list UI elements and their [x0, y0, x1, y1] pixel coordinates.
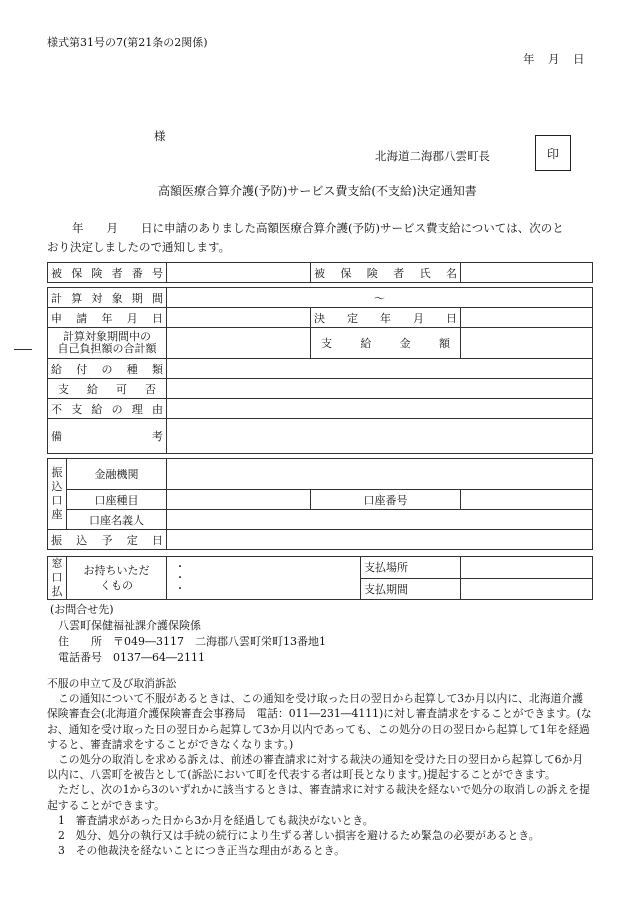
transfer-date-value[interactable] [167, 530, 593, 550]
approval-label: 支給可否 [48, 379, 167, 399]
transfer-date-label: 振込予定日 [48, 530, 167, 550]
bank-label: 金融機関 [67, 459, 167, 490]
remarks-label: 備 考 [48, 419, 167, 454]
objection-section [47, 676, 592, 858]
account-no-label: 口座番号 [311, 490, 461, 510]
calc-period-label: 計算対象期間 [48, 288, 167, 308]
intro-line-2: おり決定しましたので通知します。 [47, 240, 231, 254]
account-type-label: 口座種目 [67, 490, 167, 510]
objection-item: 1 審査請求があった日から3か月を経過しても裁決がないとき。 [58, 813, 374, 827]
pay-period-label: 支払期間 [361, 578, 461, 600]
row-gap [48, 550, 593, 557]
items-to-bring-value[interactable]: ・ ・ ・ [167, 557, 361, 600]
reason-label: 不支給の理由 [48, 399, 167, 419]
pay-place-value[interactable] [461, 557, 593, 579]
objection-item: 2 処分、処分の執行又は手続の続行により生ずる著しい損害を避けるため緊急の必要があるとき。 [58, 829, 540, 843]
date-placeholder: 年 月 日 [523, 52, 586, 66]
account-holder-value[interactable] [167, 510, 593, 530]
bank-value[interactable] [167, 459, 593, 490]
contact-phone: 電話番号 0137―64―2111 [58, 651, 205, 664]
margin-tick [14, 349, 32, 350]
self-pay-label: 計算対象期間中の 自己負担額の合計額 [48, 328, 167, 359]
contact-block [50, 602, 326, 666]
insured-no-value[interactable] [167, 263, 311, 283]
account-type-value[interactable] [167, 490, 311, 510]
intro-line-1: 年 月 日に申請のありました高額医療合算介護(予防)サービス費支給については、次のと [72, 221, 564, 235]
objection-paragraph-2: この処分の取消しを求める訴えは、前述の審査請求に対する裁決の通知を受けた日の翌日から起算して6か月以内に、八雲町を被告として(訴訟において町を代表する者は町長となります。)提起することができます。 [47, 753, 584, 782]
insured-name-value[interactable] [461, 263, 593, 283]
objection-item: 3 その他裁決を経ないことにつき正当な理由があるとき。 [58, 844, 345, 858]
document-title: 高額医療合算介護(予防)サービス費支給(不支給)決定通知書 [158, 184, 477, 198]
apply-date-value[interactable] [167, 308, 311, 328]
issuer-name: 北海道二海郡八雲町長 [375, 149, 490, 163]
insured-name-label: 被保険者氏名 [311, 263, 461, 283]
decision-date-value[interactable] [461, 308, 593, 328]
objection-paragraph-1: この通知について不服があるときは、この通知を受け取った日の翌日から起算して3か月以内に、北海道介護保険審査会(北海道介護保険審査会事務局 電話：011―231―4111)に対し審査請求をすることができます。(なお、通知を受け取った日の翌日から起算して3か月以内であっても、この処分の日の翌日から起算して1年を経過すると、審査請求をすることができなくなります。) [47, 692, 592, 751]
calc-period-value[interactable]: ～ [167, 288, 593, 308]
intro-text [47, 219, 592, 257]
account-holder-label: 口座名義人 [67, 510, 167, 530]
main-form-table [47, 262, 593, 600]
objection-paragraph-3: ただし、次の1から3のいずれかに該当するときは、審査請求に対する裁決を経ないで処分の取消しの訴えを提起することができます。 [47, 783, 590, 812]
items-to-bring-label: お持ちいただ くもの [67, 557, 167, 600]
objection-heading: 不服の申立て及び取消訴訟 [47, 677, 177, 690]
contact-address: 住 所 〒049―3117 二海郡八雲町栄町13番地1 [58, 635, 326, 648]
self-pay-value[interactable] [167, 328, 311, 359]
pay-amount-value[interactable] [461, 328, 593, 359]
benefit-type-label: 給付の種類 [48, 359, 167, 379]
transfer-account-label: 振 込 口 座 [48, 459, 67, 530]
contact-dept: 八雲町保健福祉課介護保険係 [58, 619, 201, 632]
insured-no-label: 被保険者番号 [48, 263, 167, 283]
contact-heading: (お問合せ先) [50, 603, 114, 616]
remarks-value[interactable] [167, 419, 593, 454]
pay-period-value[interactable] [461, 578, 593, 600]
seal-label: 印 [546, 146, 559, 161]
account-no-value[interactable] [461, 490, 593, 510]
reason-value[interactable] [167, 399, 593, 419]
pay-amount-label: 支給金額 [311, 328, 461, 359]
window-payment-label: 窓 口 払 [48, 557, 67, 600]
addressee-suffix: 様 [154, 129, 166, 143]
decision-date-label: 決定年月日 [311, 308, 461, 328]
seal-box [535, 135, 571, 171]
benefit-type-value[interactable] [167, 359, 593, 379]
approval-value[interactable] [167, 379, 593, 399]
form-number: 様式第31号の7(第21条の2関係) [47, 36, 208, 49]
apply-date-label: 申請年月日 [48, 308, 167, 328]
pay-place-label: 支払場所 [361, 557, 461, 579]
